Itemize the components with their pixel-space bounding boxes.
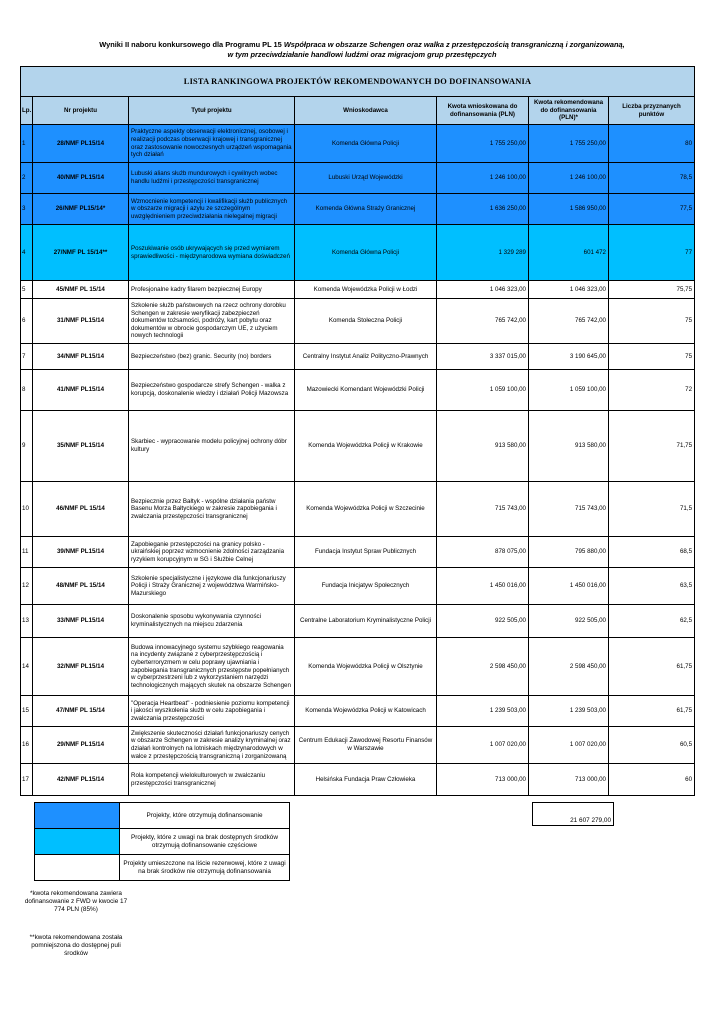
row-applicant: Komenda Wojewódzka Policji w Łodzi [295,281,437,299]
row-applicant: Lubuski Urząd Wojewódzki [295,163,437,194]
row-requested-amount: 1 239 503,00 [437,696,529,727]
row-points: 75,75 [609,281,695,299]
table-row [21,344,695,370]
row-lp: 13 [21,605,33,638]
row-applicant: Mazowiecki Komendant Wojewódzki Policji [295,370,437,411]
ranking-table [20,66,695,796]
row-project-number: 39/NMF PL15/14 [33,537,129,568]
row-project-number: 31/NMF PL15/14 [33,299,129,344]
row-applicant: Komenda Główna Policji [295,225,437,281]
row-project-number: 29/NMF PL15/14 [33,727,129,764]
row-recommended-amount: 765 742,00 [529,299,609,344]
table-row [21,299,695,344]
table-row [21,281,695,299]
row-applicant: Komenda Wojewódzka Policji w Katowicach [295,696,437,727]
row-recommended-amount: 1 046 323,00 [529,281,609,299]
row-lp: 11 [21,537,33,568]
row-project-number: 41/NMF PL15/14 [33,370,129,411]
row-project-title: Bezpiecznie przez Bałtyk - wspólne działania państw Basenu Morza Bałtyckiego w zakresie zapobiegania i zwalczania przestępczości transgranicznej [129,482,295,537]
row-project-title: "Operacja Heartbeat" - podniesienie poziomu kompetencji i jakości wyszkolenia służb w celu zapobiegania i zwalczania przestępczości [129,696,295,727]
table-row [21,696,695,727]
col-nr: Nr projektu [33,97,129,125]
table-row [21,764,695,796]
row-project-title: Budowa innowacyjnego systemu szybkiego reagowania na incydenty związane z cyberprzestępczością i cyberterroryzmem w celu poprawy ujawniania i zapobiegania transgranicznych przestępstw popełnianych w cyberprzestrzeni lub z wykorzystaniem narzędzi technologicznych mających skutek na obszarze Schengen [129,638,295,696]
table-row [21,727,695,764]
row-lp: 16 [21,727,33,764]
row-applicant: Centrum Edukacji Zawodowej Resortu Finansów w Warszawie [295,727,437,764]
row-lp: 1 [21,125,33,163]
row-lp: 6 [21,299,33,344]
column-header-row [21,97,695,125]
legend-text-reserve: Projekty umieszczone na liście rezerwowej, które z uwagi na brak środków nie otrzymują dofinansowania [123,859,286,875]
row-lp: 8 [21,370,33,411]
row-project-title: Zapobieganie przestępczości na granicy polsko - ukraińskiej poprzez wzmocnienie zdolności zarządzania ryzykiem korupcyjnym w SG i Służbie Celnej [129,537,295,568]
row-recommended-amount: 1 246 100,00 [529,163,609,194]
legend-text-partial: Projekty, które z uwagi na brak dostępnych środków otrzymują dofinansowanie częściowe [131,833,278,849]
row-requested-amount: 1 246 100,00 [437,163,529,194]
row-points: 75 [609,344,695,370]
ranking-table-wrapper [20,66,694,796]
col-wnioskodawca: Wnioskodawca [295,97,437,125]
legend [34,802,290,881]
row-requested-amount: 715 743,00 [437,482,529,537]
table-row [21,370,695,411]
row-lp: 4 [21,225,33,281]
row-requested-amount: 1 329 289 [437,225,529,281]
row-requested-amount: 1 450 016,00 [437,568,529,605]
row-recommended-amount: 795 880,00 [529,537,609,568]
header-line-1: Wyniki II naboru konkursowego dla Programu PL 15 Współpraca w obszarze Schengen oraz walka z przestępczością transgraniczną i zorganizowaną, [99,40,625,49]
table-row [21,411,695,482]
row-project-title: Wzmocnienie kompetencji i kwalifikacji służb publicznych w obszarze migracji i azylu ze szczególnym uwzględnieniem przeciwdziałania nielegalnej migracji [129,194,295,225]
row-project-number: 40/NMF PL15/14 [33,163,129,194]
footnote-1: *kwota rekomendowana zawiera dofinansowanie z FWD w kwocie 17 774 PLN (85%) [24,890,128,913]
legend-item-partial [34,829,290,855]
row-points: 61,75 [609,638,695,696]
total-amount: 21 607 279,00 [532,802,614,826]
row-lp: 2 [21,163,33,194]
row-project-title: Bezpieczeństwo (bez) granic. Security (no) borders [129,344,295,370]
row-lp: 5 [21,281,33,299]
row-applicant: Centralny Instytut Analiz Polityczno-Prawnych [295,344,437,370]
row-lp: 7 [21,344,33,370]
row-requested-amount: 713 000,00 [437,764,529,796]
row-recommended-amount: 3 190 645,00 [529,344,609,370]
row-lp: 14 [21,638,33,696]
row-requested-amount: 922 505,00 [437,605,529,638]
row-recommended-amount: 1 755 250,00 [529,125,609,163]
legend-item-reserve [34,855,290,881]
row-points: 75 [609,299,695,344]
table-row [21,568,695,605]
row-requested-amount: 1 059 100,00 [437,370,529,411]
row-recommended-amount: 913 580,00 [529,411,609,482]
row-project-number: 35/NMF PL15/14 [33,411,129,482]
table-row [21,225,695,281]
row-points: 61,75 [609,696,695,727]
row-requested-amount: 1 007 020,00 [437,727,529,764]
row-lp: 10 [21,482,33,537]
row-points: 72 [609,370,695,411]
row-points: 63,5 [609,568,695,605]
table-row [21,537,695,568]
row-project-number: 48/NMF PL 15/14 [33,568,129,605]
legend-item-funded [34,802,290,829]
row-project-title: Doskonalenie sposobu wykonywania czynności kryminalistycznych na miejscu zdarzenia [129,605,295,638]
row-project-number: 32/NMF PL15/14 [33,638,129,696]
table-title: LISTA RANKINGOWA PROJEKTÓW REKOMENDOWANYCH DO DOFINANSOWANIA [21,67,695,97]
row-project-number: 42/NMF PL15/14 [33,764,129,796]
row-applicant: Komenda Stołeczna Policji [295,299,437,344]
col-kwota-wnioskowana: Kwota wnioskowana do dofinansowania (PLN) [437,97,529,125]
row-applicant: Centralne Laboratorium Kryminalistyczne Policji [295,605,437,638]
table-row [21,125,695,163]
row-recommended-amount: 1 239 503,00 [529,696,609,727]
row-recommended-amount: 715 743,00 [529,482,609,537]
row-lp: 12 [21,568,33,605]
col-tytul: Tytuł projektu [129,97,295,125]
table-row [21,482,695,537]
row-recommended-amount: 1 059 100,00 [529,370,609,411]
row-recommended-amount: 922 505,00 [529,605,609,638]
row-recommended-amount: 1 450 016,00 [529,568,609,605]
table-row [21,194,695,225]
row-points: 71,5 [609,482,695,537]
row-points: 60,5 [609,727,695,764]
row-lp: 15 [21,696,33,727]
row-project-title: Szkolenie służb państwowych na rzecz ochrony dorobku Schengen w zakresie weryfikacji zabezpieczeń dokumentów tożsamości, podróży, kart pobytu oraz dokumentów w obrocie gospodarczym UE, z użyciem nowych technologii [129,299,295,344]
row-project-number: 47/NMF PL 15/14 [33,696,129,727]
row-applicant: Komenda Wojewódzka Policji w Krakowie [295,411,437,482]
table-row [21,638,695,696]
row-project-number: 34/NMF PL15/14 [33,344,129,370]
row-recommended-amount: 1 586 950,00 [529,194,609,225]
row-recommended-amount: 713 000,00 [529,764,609,796]
row-project-title: Lubuski alians służb mundurowych i cywilnych wobec handlu ludźmi i przestępczości transgranicznej [129,163,295,194]
table-row [21,163,695,194]
row-points: 68,5 [609,537,695,568]
row-requested-amount: 765 742,00 [437,299,529,344]
row-project-number: 46/NMF PL 15/14 [33,482,129,537]
row-applicant: Fundacja Instytut Spraw Publicznych [295,537,437,568]
row-points: 77 [609,225,695,281]
row-recommended-amount: 2 598 450,00 [529,638,609,696]
document-header [40,40,684,60]
row-lp: 3 [21,194,33,225]
row-project-title: Bezpieczeństwo gospodarcze strefy Schengen - walka z korupcją, doskonalenie wiedzy i działań Policji Mazowsza [129,370,295,411]
row-project-number: 28/NMF PL15/14 [33,125,129,163]
row-requested-amount: 878 075,00 [437,537,529,568]
row-project-number: 27/NMF PL 15/14** [33,225,129,281]
row-requested-amount: 2 598 450,00 [437,638,529,696]
row-requested-amount: 3 337 015,00 [437,344,529,370]
row-requested-amount: 1 046 323,00 [437,281,529,299]
col-lp: Lp. [21,97,33,125]
row-recommended-amount: 601 472 [529,225,609,281]
row-points: 80 [609,125,695,163]
row-points: 71,75 [609,411,695,482]
col-kwota-rekomendowana: Kwota rekomendowana do dofinansowania (PLN)* [529,97,609,125]
row-applicant: Komenda Wojewódzka Policji w Szczecinie [295,482,437,537]
row-project-title: Szkolenie specjalistyczne i językowe dla funkcjonariuszy Policji i Straży Granicznej z województwa Warmińsko-Mazurskiego [129,568,295,605]
row-lp: 9 [21,411,33,482]
row-applicant: Helsińska Fundacja Praw Człowieka [295,764,437,796]
row-applicant: Komenda Główna Straży Granicznej [295,194,437,225]
row-project-title: Praktyczne aspekty obserwacji elektronicznej, osobowej i realizacji podczas obserwacji krajowej i transgranicznej oraz zastosowanie nowoczesnych urządzeń wspomagania tych działań [129,125,295,163]
footnote-2: **kwota rekomendowana została pomniejszona do dostępnej puli środków [29,934,123,957]
row-points: 62,5 [609,605,695,638]
row-points: 60 [609,764,695,796]
row-project-title: Zwiększenie skuteczności działań funkcjonariuszy cenych w obszarze Schengen w zakresie analizy kryminalnej oraz działań kontrolnych na lotniskach międzynarodowych w walce z przestępczością transgraniczną i zorganizowaną [129,727,295,764]
row-lp: 17 [21,764,33,796]
row-project-number: 26/NMF PL15/14* [33,194,129,225]
legend-swatch-funded [35,803,120,828]
legend-text-funded: Projekty, które otrzymują dofinansowanie [146,811,263,819]
row-applicant: Komenda Główna Policji [295,125,437,163]
row-project-number: 33/NMF PL15/14 [33,605,129,638]
header-line-2: w tym przeciwdziałanie handlowi ludźmi oraz migracjom grup przestępczych [227,50,497,59]
row-requested-amount: 913 580,00 [437,411,529,482]
legend-swatch-partial [35,829,120,854]
row-points: 78,5 [609,163,695,194]
row-applicant: Fundacja Inicjatyw Społecznych [295,568,437,605]
row-project-title: Rola kompetencji wielokulturowych w zwalczaniu przestępczości transgranicznej [129,764,295,796]
row-project-title: Skarbiec - wypracowanie modelu policyjnej ochrony dóbr kultury [129,411,295,482]
row-requested-amount: 1 755 250,00 [437,125,529,163]
row-points: 77,5 [609,194,695,225]
row-applicant: Komenda Wojewódzka Policji w Olsztynie [295,638,437,696]
row-project-number: 45/NMF PL 15/14 [33,281,129,299]
legend-swatch-reserve [35,855,120,880]
table-row [21,605,695,638]
col-punkty: Liczba przyznanych punktów [609,97,695,125]
row-requested-amount: 1 636 250,00 [437,194,529,225]
row-project-title: Profesjonalne kadry filarem bezpiecznej Europy [129,281,295,299]
row-recommended-amount: 1 007 020,00 [529,727,609,764]
table-title-row [21,67,695,97]
row-project-title: Poszukiwanie osób ukrywających się przed wymiarem sprawiedliwości - międzynarodowa wymiana doświadczeń [129,225,295,281]
